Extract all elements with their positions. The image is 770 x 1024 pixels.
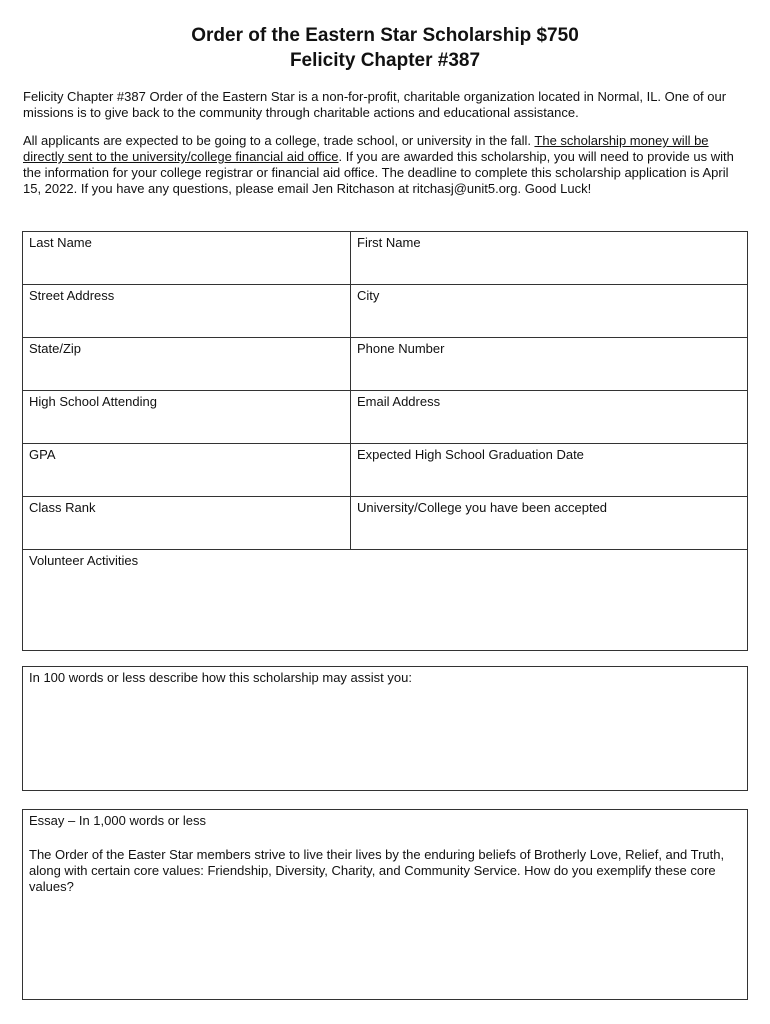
table-row	[23, 391, 748, 444]
city-label: City	[357, 288, 380, 303]
state-zip-field[interactable]	[23, 338, 351, 391]
scholarship-assist-label: In 100 words or less describe how this scholarship may assist you:	[29, 670, 412, 685]
high-school-label: High School Attending	[29, 394, 157, 409]
table-row	[23, 285, 748, 338]
scholarship-assist-field[interactable]	[22, 666, 748, 791]
class-rank-field[interactable]	[23, 497, 351, 550]
graduation-date-label: Expected High School Graduation Date	[357, 447, 584, 462]
phone-number-field[interactable]	[351, 338, 748, 391]
table-row	[23, 444, 748, 497]
table-row	[23, 550, 748, 651]
first-name-field[interactable]	[351, 232, 748, 285]
intro-paragraph: Felicity Chapter #387 Order of the Eastern Star is a non-for-profit, charitable organization located in Normal, IL. One of our missions is to give back to the community through charitable actions and educational assistance.	[23, 89, 727, 120]
volunteer-activities-label: Volunteer Activities	[29, 553, 139, 568]
phone-number-label: Phone Number	[357, 341, 445, 356]
essay-field[interactable]	[22, 809, 748, 1000]
first-name-label: First Name	[357, 235, 421, 250]
table-row	[23, 232, 748, 285]
university-field[interactable]	[351, 497, 748, 550]
email-field[interactable]	[351, 391, 748, 444]
street-address-field[interactable]	[23, 285, 351, 338]
essay-prompt: The Order of the Easter Star members strive to live their lives by the enduring beliefs of Brotherly Love, Relief, and Truth, along with certain core values: Friendship, Diversity, Charity, and Community Service. How do you exemplify these core values?	[29, 847, 725, 894]
gpa-field[interactable]	[23, 444, 351, 497]
page-title: Order of the Eastern Star Scholarship $750	[191, 25, 579, 46]
state-zip-label: State/Zip	[29, 341, 82, 356]
table-row	[23, 338, 748, 391]
applicant-info-table	[22, 231, 748, 651]
gpa-label: GPA	[29, 447, 56, 462]
last-name-label: Last Name	[29, 235, 92, 250]
instructions-underlined-text: The scholarship money will be directly sent to the university/college financial aid office	[23, 133, 709, 164]
table-row	[23, 497, 748, 550]
instructions-paragraph	[23, 133, 749, 197]
graduation-date-field[interactable]	[351, 444, 748, 497]
instructions-text-end: . If you are awarded this scholarship, you will need to provide us with the information for your college registrar or financial aid office. The deadline to complete this scholarship application is April 15, 2022. If you have any questions, please email Jen Ritchason at ritchasj@unit5.org. Good Luck!	[23, 149, 734, 196]
street-address-label: Street Address	[29, 288, 115, 303]
university-label: University/College you have been accepted	[357, 500, 608, 515]
instructions-text-start: All applicants are expected to be going to a college, trade school, or university in the fall.	[23, 133, 535, 148]
class-rank-label: Class Rank	[29, 500, 96, 515]
city-field[interactable]	[351, 285, 748, 338]
page-subtitle: Felicity Chapter #387	[289, 50, 481, 71]
high-school-field[interactable]	[23, 391, 351, 444]
email-label: Email Address	[357, 394, 441, 409]
last-name-field[interactable]	[23, 232, 351, 285]
volunteer-activities-field[interactable]	[23, 550, 748, 651]
essay-label: Essay – In 1,000 words or less	[29, 813, 207, 828]
